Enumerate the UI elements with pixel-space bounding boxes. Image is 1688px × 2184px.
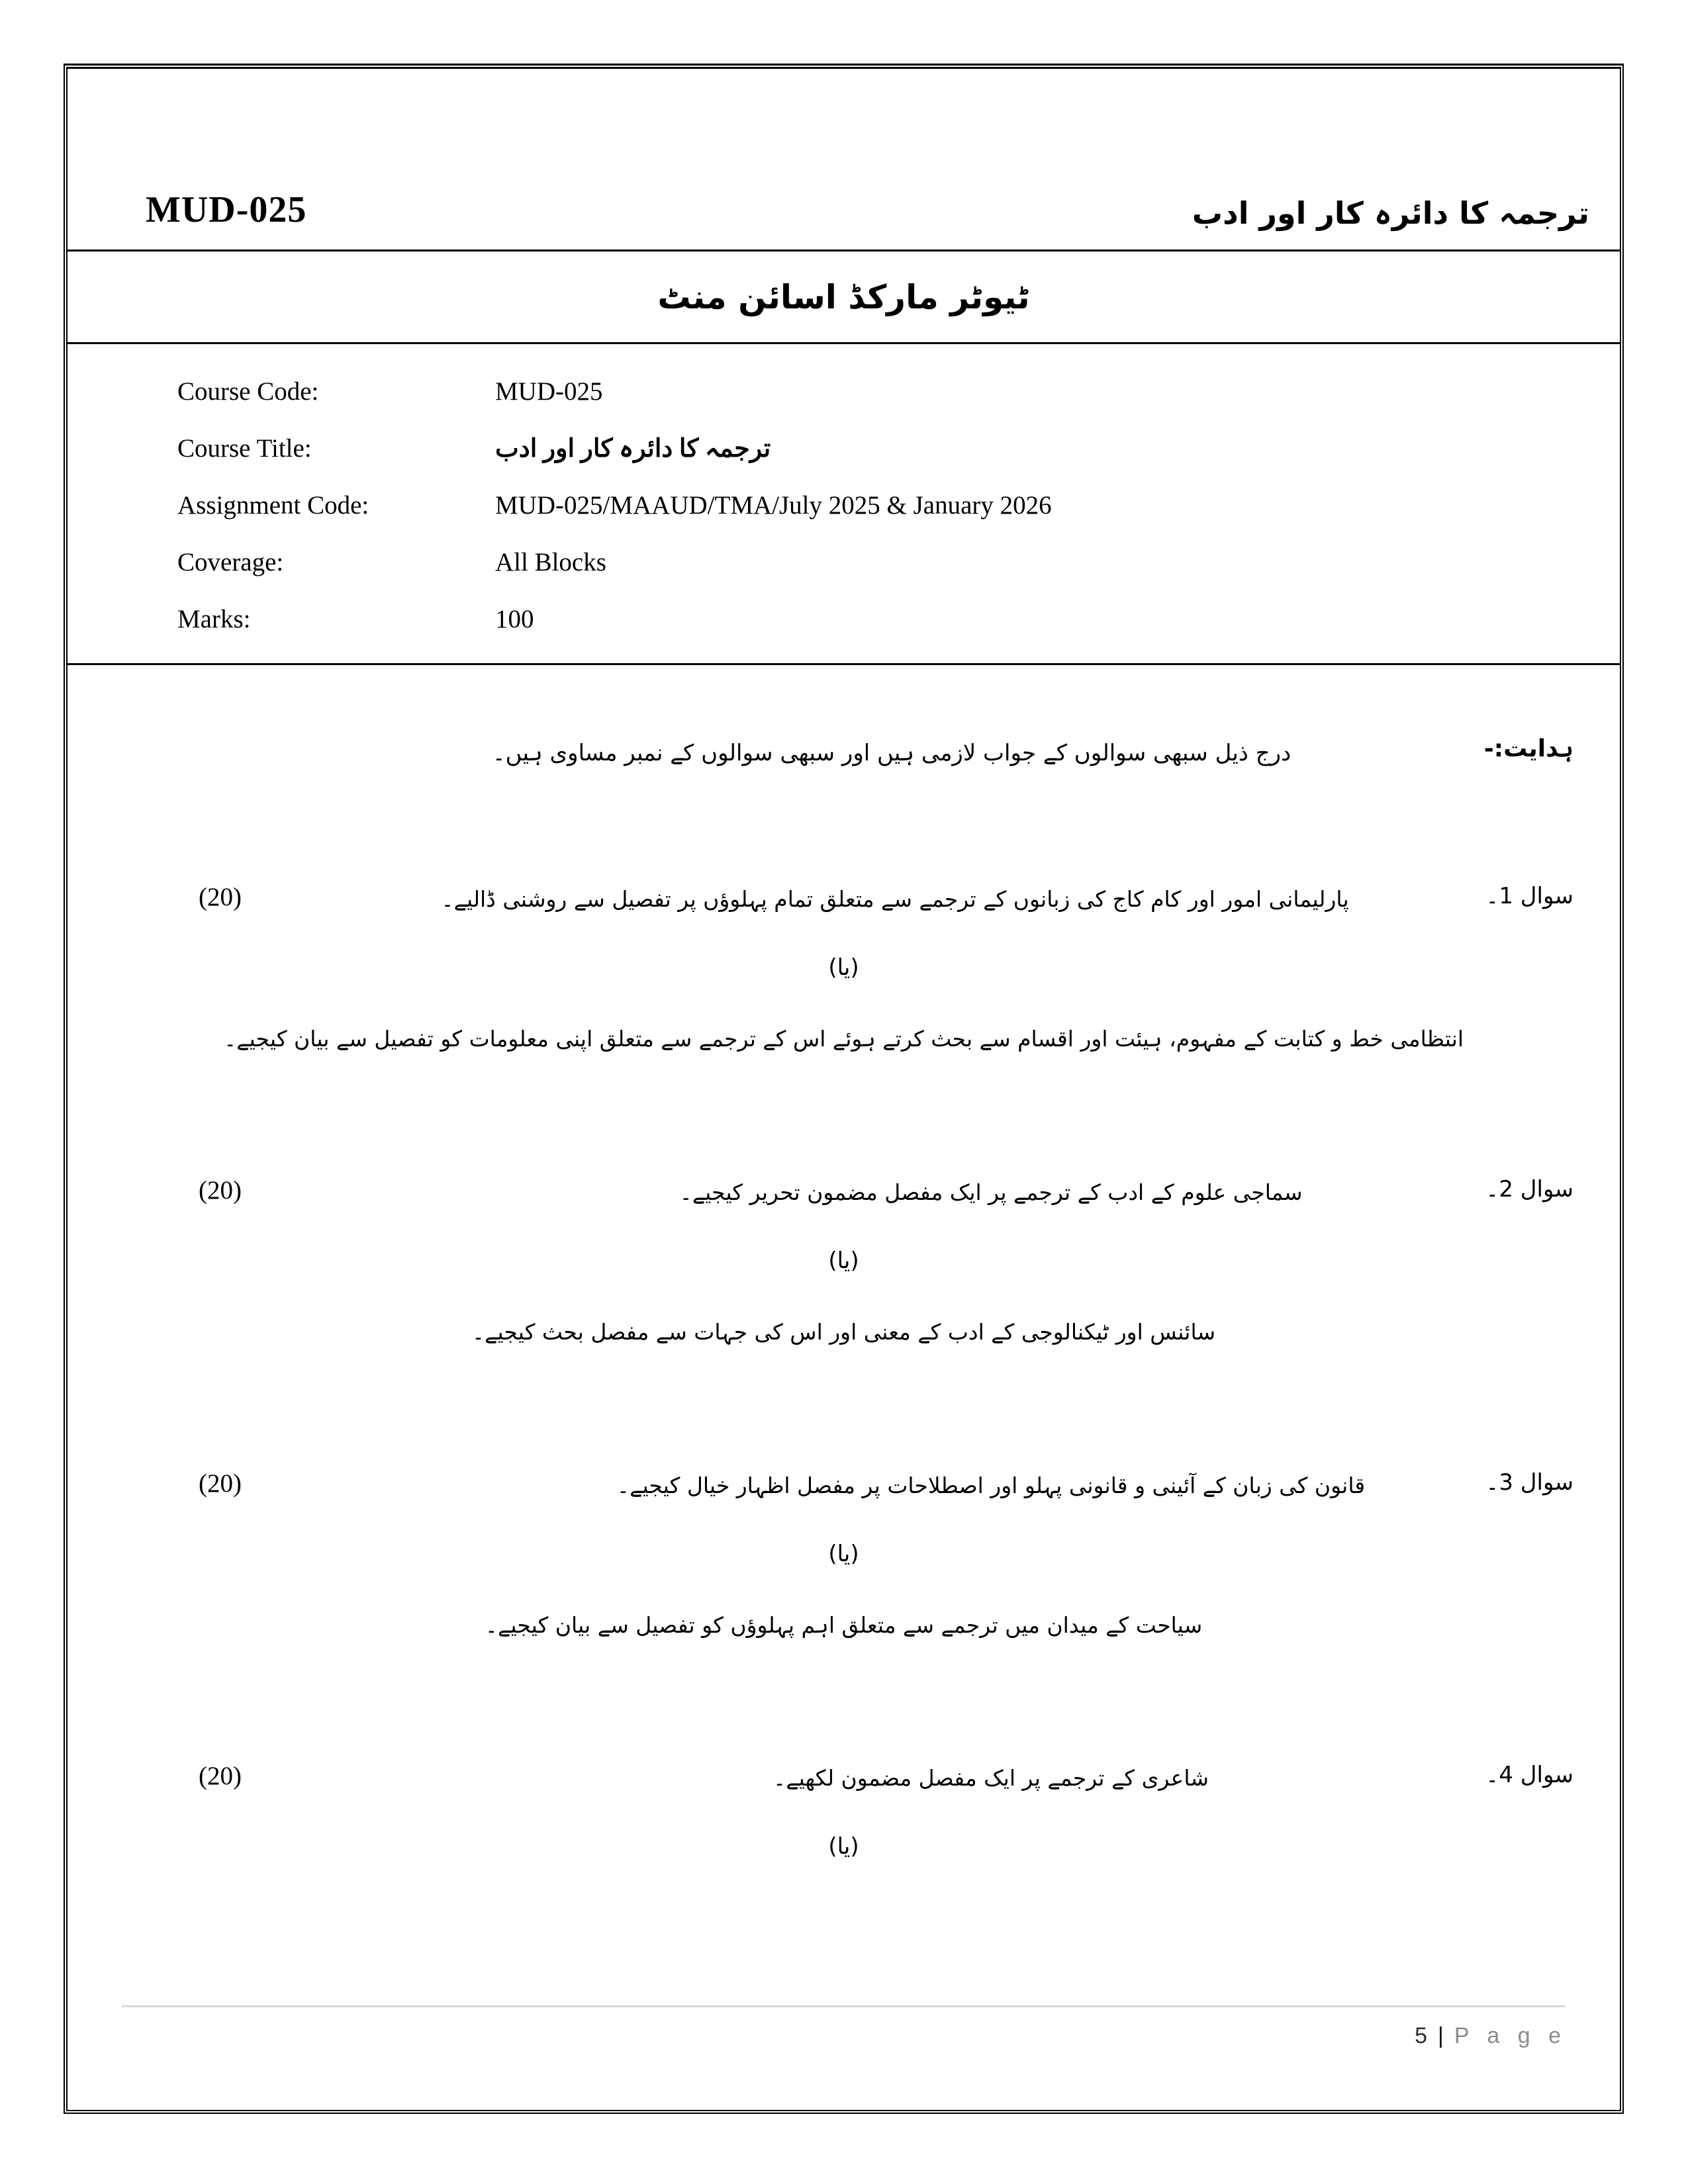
page-separator: | [1438,2023,1444,2048]
info-value: 100 [495,604,534,633]
question-text: شاعری کے ترجمے پر ایک مفصل مضمون لکھیے۔ [773,1765,1209,1792]
question-marks: (20) [199,883,242,912]
course-title-urdu-header: ترجمہ کا دائرہ کار اور ادب [1192,195,1589,231]
page-number: 5 [1415,2023,1428,2048]
info-row-assignment-code [177,477,1620,533]
document-header [68,69,1620,251]
question-row [114,1761,1573,1796]
info-label: Marks: [177,604,251,633]
question-number: سوال 4۔ [1485,1762,1573,1789]
page-label: P a g e [1454,2023,1567,2048]
question-text: قانون کی زبان کے آئینی و قانونی پہلو اور اصطلاحات پر مفصل اظہار خیال کیجیے۔ [616,1472,1366,1498]
info-value: All Blocks [495,547,606,576]
question-block-4 [114,1761,1573,1893]
question-row [114,1469,1573,1504]
question-alt-text: انتظامی خط و کتابت کے مفہوم، ہیئت اور اقسام سے بحث کرتے ہوئے اس کے ترجمے سے متعلق اپنی معلومات کو تفصیل سے بیان کیجیے۔ [223,1026,1464,1052]
instructions-row [114,735,1573,771]
info-row-marks [177,590,1620,647]
footer-text [114,2023,1573,2049]
info-value: MUD-025/MAAUD/TMA/July 2025 & January 2026 [495,490,1052,520]
info-row-course-code [177,363,1620,420]
course-code-header: MUD-025 [146,189,307,230]
assignment-title: ٹیوٹر مارکڈ اسائن منٹ [68,251,1620,344]
info-label: Course Title: [177,433,312,463]
page-border [64,64,1624,2114]
question-text: پارلیمانی امور اور کام کاج کی زبانوں کے ترجمے سے متعلق تمام پہلوؤں پر تفصیل سے روشنی ڈالیے۔ [441,886,1349,913]
info-row-course-title [177,420,1620,477]
or-separator: (یا) [828,954,859,981]
question-text: سماجی علوم کے ادب کے ترجمے پر ایک مفصل مضمون تحریر کیجیے۔ [679,1179,1303,1206]
or-separator: (یا) [828,1833,859,1860]
info-row-coverage [177,533,1620,590]
question-row [114,882,1573,917]
info-label: Coverage: [177,547,284,576]
question-block-3 [114,1469,1573,1651]
info-value: MUD-025 [495,377,603,406]
page-content [68,69,1620,2110]
question-marks: (20) [199,1762,242,1791]
question-block-1 [114,882,1573,1064]
question-alt-text: سائنس اور ٹیکنالوجی کے ادب کے معنی اور اس کی جہات سے مفصل بحث کیجیے۔ [471,1318,1216,1345]
question-block-2 [114,1175,1573,1357]
question-row [114,1175,1573,1210]
question-number: سوال 2۔ [1485,1176,1573,1203]
instructions-text: درج ذیل سبھی سوالوں کے جواب لازمی ہیں اور سبھی سوالوں کے نمبر مساوی ہیں۔ [492,740,1291,766]
page-footer [114,2005,1573,2049]
info-label: Course Code: [177,377,319,406]
question-number: سوال 3۔ [1485,1469,1573,1496]
instructions-label: ہدایت:- [1483,735,1573,762]
question-number: سوال 1۔ [1485,883,1573,910]
info-label: Assignment Code: [177,490,369,520]
question-alt-text: سیاحت کے میدان میں ترجمے سے متعلق اہم پہلوؤں کو تفصیل سے بیان کیجیے۔ [485,1612,1203,1638]
question-marks: (20) [199,1176,242,1205]
question-marks: (20) [199,1469,242,1498]
info-value: ترجمہ کا دائرہ کار اور ادب [495,434,771,463]
or-separator: (یا) [828,1247,859,1274]
course-info-table [68,344,1620,665]
footer-divider [122,2005,1566,2007]
questions-section [68,665,1620,2110]
or-separator: (یا) [828,1540,859,1567]
